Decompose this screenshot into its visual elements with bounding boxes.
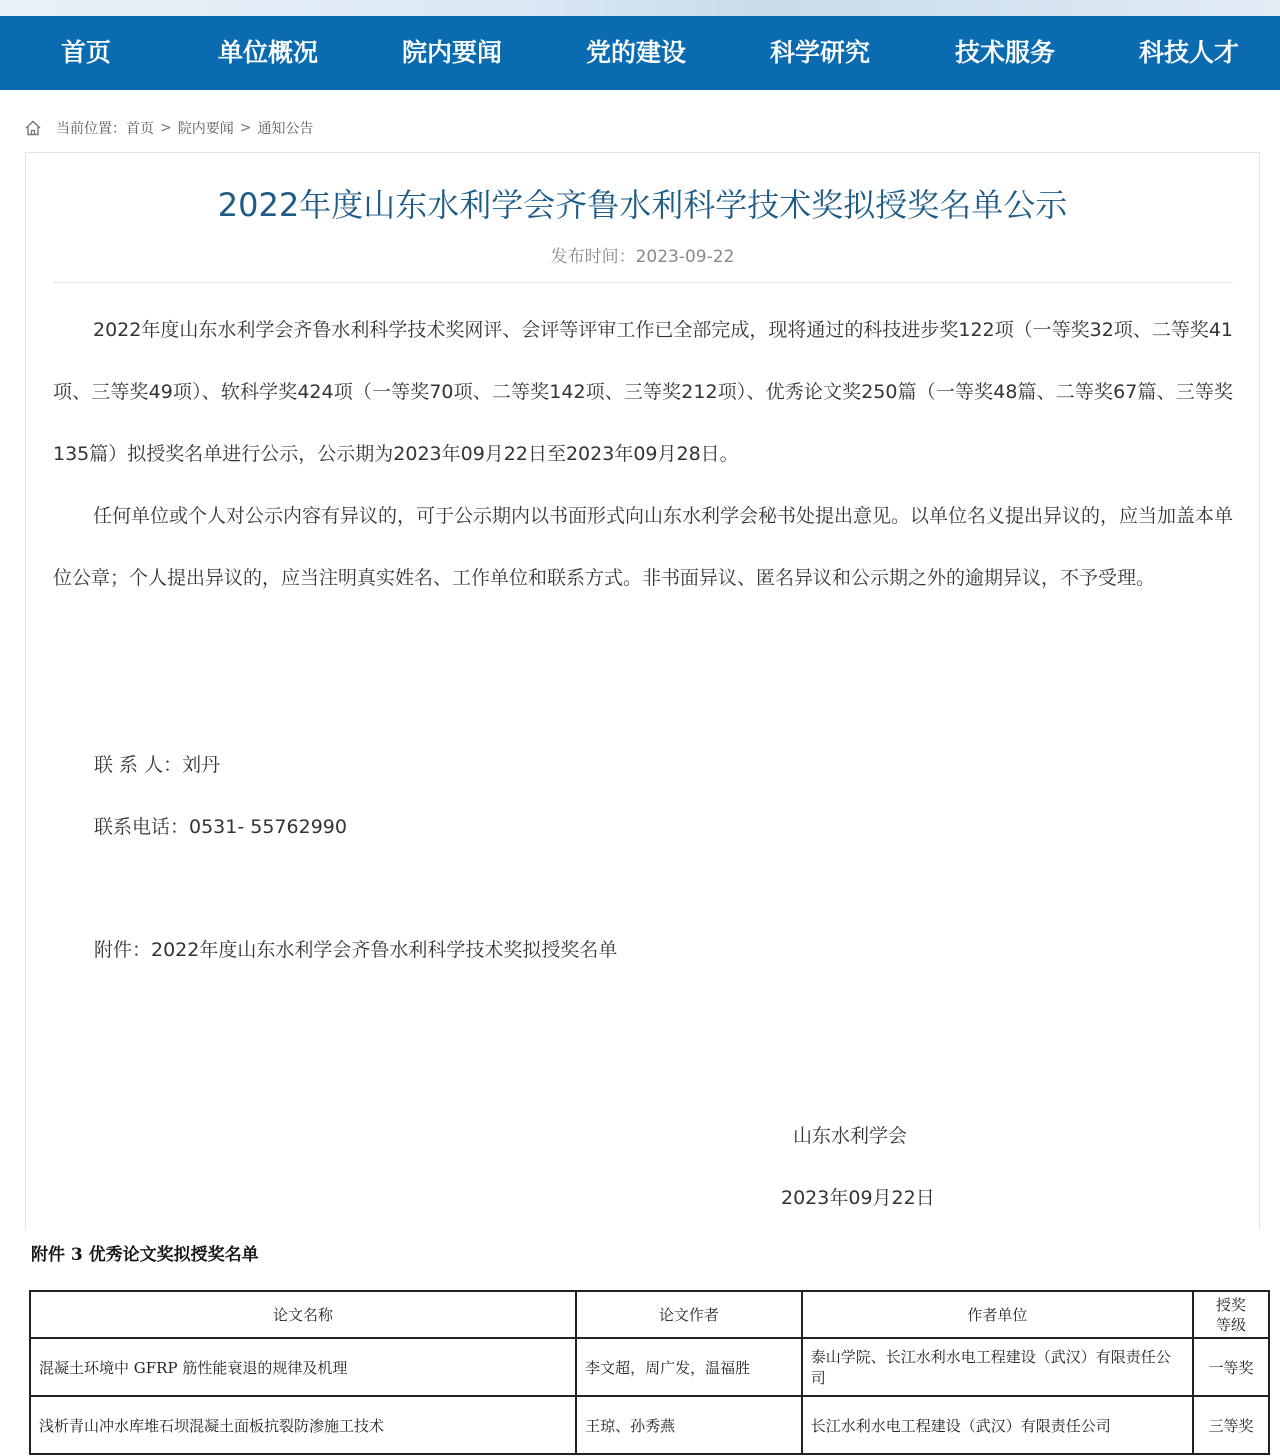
breadcrumb-separator: > (239, 120, 252, 136)
article-paragraph: 2022年度山东水利学会齐鲁水利科学技术奖网评、会评等评审工作已全部完成，现将通过的科技进步奖122项（一等奖32项、二等奖41项、三等奖49项）、软科学奖424项（一等奖70项、二等奖142项、三等奖212项）、优秀论文奖250篇（一等奖48篇、二等奖67篇、三等奖135篇）拟授奖名单进行公示，公示期为2023年09月22日至2023年09月28日。 (53, 319, 1233, 465)
main-nav (0, 16, 1280, 90)
header-unit: 作者单位 (802, 1291, 1193, 1338)
breadcrumb-separator: > (160, 120, 172, 136)
breadcrumb (24, 116, 313, 140)
contact-person: 联 系 人：刘丹 (94, 754, 221, 776)
nav-item-overview[interactable]: 单位概况 (218, 38, 319, 67)
nav-item-party[interactable]: 党的建设 (586, 38, 687, 67)
publish-date-label: 发布时间： (550, 247, 636, 267)
header-paper-name: 论文名称 (30, 1291, 576, 1338)
top-banner-strip (0, 0, 1280, 16)
awards-table (29, 1290, 1270, 1455)
annex-title: 附件 3 优秀论文奖拟授奖名单 (31, 1245, 259, 1265)
attachment-link[interactable]: 附件：2022年度山东水利学会齐鲁水利科学技术奖拟授奖名单 (94, 939, 618, 961)
page-title: 2022年度山东水利学会齐鲁水利科学技术奖拟授奖名单公示 (217, 186, 1068, 224)
cell-paper-name: 浅析青山冲水库堆石坝混凝土面板抗裂防渗施工技术 (30, 1396, 576, 1454)
cell-grade: 一等奖 (1193, 1338, 1269, 1396)
signature-date: 2023年09月22日 (781, 1187, 935, 1209)
table-row (30, 1338, 1269, 1396)
breadcrumb-home[interactable]: 首页 (126, 121, 154, 137)
cell-paper-name: 混凝土环境中 GFRP 筋性能衰退的规律及机理 (30, 1338, 576, 1396)
nav-item-talent[interactable]: 科技人才 (1139, 38, 1240, 67)
breadcrumb-prefix: 当前位置： (56, 121, 126, 137)
cell-unit: 长江水利水电工程建设（武汉）有限责任公司 (802, 1396, 1193, 1454)
nav-item-services[interactable]: 技术服务 (955, 38, 1056, 67)
header-grade-line2: 等级 (1216, 1315, 1247, 1334)
header-grade (1193, 1291, 1269, 1338)
cell-unit: 泰山学院、长江水利水电工程建设（武汉）有限责任公司 (802, 1338, 1193, 1396)
publish-date-value: 2023-09-22 (635, 247, 735, 267)
home-icon (24, 119, 42, 137)
table-header-row (30, 1291, 1269, 1338)
article-paragraph: 任何单位或个人对公示内容有异议的，可于公示期内以书面形式向山东水利学会秘书处提出意见。以单位名义提出异议的，应当加盖本单位公章；个人提出异议的，应当注明真实姓名、工作单位和联系方式。非书面异议、匿名异议和公示期之外的逾期异议，不予受理。 (53, 505, 1234, 589)
cell-authors: 王琼、孙秀燕 (576, 1396, 802, 1454)
cell-authors: 李文超，周广发，温福胜 (576, 1338, 802, 1396)
breadcrumb-news[interactable]: 院内要闻 (177, 121, 234, 137)
publish-date (0, 242, 1280, 267)
breadcrumb-notices[interactable]: 通知公告 (257, 121, 314, 137)
nav-item-research[interactable]: 科学研究 (770, 38, 871, 67)
header-authors: 论文作者 (576, 1291, 802, 1338)
cell-grade: 三等奖 (1193, 1396, 1269, 1454)
title-divider (53, 282, 1233, 283)
nav-item-news[interactable]: 院内要闻 (402, 38, 503, 67)
signature-org: 山东水利学会 (793, 1125, 908, 1147)
table-row (30, 1396, 1269, 1454)
contact-phone: 联系电话：0531- 55762990 (94, 816, 347, 838)
nav-item-home[interactable]: 首页 (61, 38, 112, 67)
header-grade-line1: 授奖 (1216, 1295, 1247, 1314)
